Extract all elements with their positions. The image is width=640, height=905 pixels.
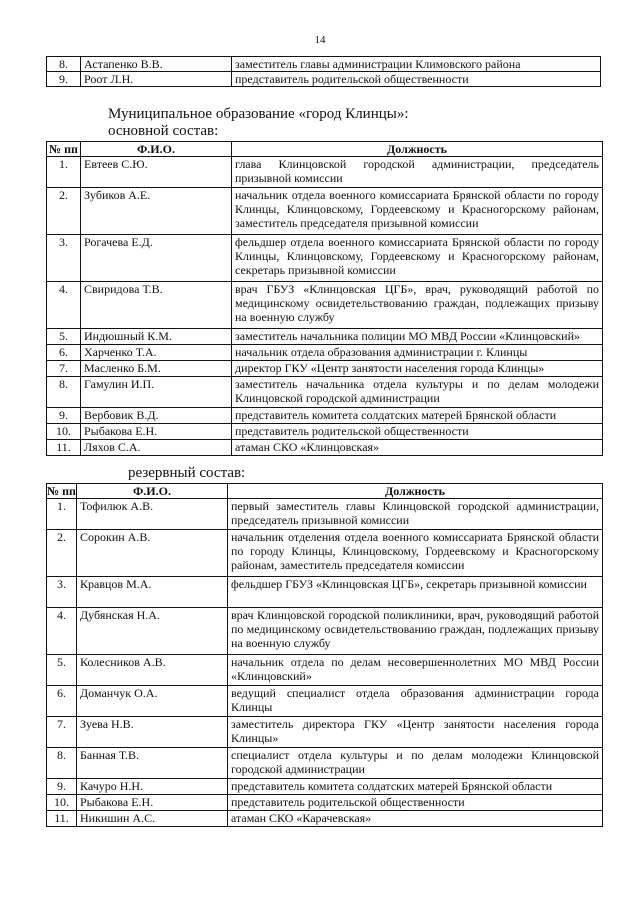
table-row: [47, 811, 603, 827]
member-position: представитель родительской общественности: [228, 795, 603, 811]
member-name: Качурo Н.Н.: [77, 779, 228, 795]
main-composition-table: [46, 141, 603, 456]
member-position: начальник отделения отдела военного комиссариата Брянской области по городу Клинцы, Клинцовскому, Гордеевскому и Красногорскому районам, заместитель председателя комиссии: [228, 530, 603, 577]
member-position: начальник отдела военного комиссариата Брянской области по городу Клинцы, Клинцовскому, Гордеевскому и Красногорскому районам, заместитель председателя призывной комиссии: [232, 188, 603, 235]
member-position: представитель комитета солдатских матерей Брянской области: [232, 408, 603, 424]
table-row: [47, 424, 603, 440]
member-name: Дубянская Н.А.: [77, 608, 228, 655]
table-row: [47, 235, 603, 282]
header-name: Ф.И.О.: [77, 484, 228, 499]
table-row: [47, 408, 603, 424]
table-row: [47, 440, 603, 456]
table-row: [47, 608, 603, 655]
member-name: Сорокин А.В.: [77, 530, 228, 577]
member-name: Роот Л.Н.: [81, 72, 232, 87]
reserve-composition-label: резервный состав:: [128, 465, 246, 481]
member-position: представитель родительской общественности: [232, 72, 601, 87]
table-row: [47, 157, 603, 188]
row-number: 3.: [47, 235, 81, 282]
member-name: Вербовик В.Д.: [81, 408, 232, 424]
member-name: Кравцов М.А.: [77, 577, 228, 608]
row-number: 6.: [47, 345, 81, 361]
row-number: 7.: [47, 361, 81, 377]
row-number: 5.: [47, 329, 81, 345]
member-position: представитель комитета солдатских матерей Брянской области: [228, 779, 603, 795]
table-row: [47, 748, 603, 779]
row-number: 5.: [47, 655, 77, 686]
member-position: атаман СКО «Карачевская»: [228, 811, 603, 827]
member-name: Ляхов С.А.: [81, 440, 232, 456]
header-position: Должность: [228, 484, 603, 499]
table-row: [47, 779, 603, 795]
row-number: 3.: [47, 577, 77, 608]
member-name: Зуева Н.В.: [77, 717, 228, 748]
member-position: глава Клинцовской городской администрации, председатель призывной комиссии: [232, 157, 603, 188]
member-position: заместитель начальника отдела культуры и по делам молодежи Клинцовской городской администрации: [232, 377, 603, 408]
table-row: [47, 72, 601, 87]
table-row: [47, 377, 603, 408]
row-number: 7.: [47, 717, 77, 748]
member-position: заместитель начальника полиции МО МВД России «Клинцовский»: [232, 329, 603, 345]
header-name: Ф.И.О.: [81, 142, 232, 157]
page-number: 14: [314, 34, 326, 46]
table-row: [47, 188, 603, 235]
row-number: 11.: [47, 440, 81, 456]
member-name: Зубиков А.Е.: [81, 188, 232, 235]
member-name: Гамулин И.П.: [81, 377, 232, 408]
member-name: Астапенко В.В.: [81, 57, 232, 72]
table-row: [47, 57, 601, 72]
member-name: Рыбакова Е.Н.: [81, 424, 232, 440]
row-number: 9.: [47, 408, 81, 424]
member-position: фельдшер отдела военного комиссариата Брянской области по городу Клинцы, Клинцовскому, Гордеевскому и Красногорскому районам, секретарь призывной комиссии: [232, 235, 603, 282]
table-row: [47, 577, 603, 608]
table-row: [47, 499, 603, 530]
table-row: [47, 655, 603, 686]
member-name: Индюшный К.М.: [81, 329, 232, 345]
row-number: 9.: [47, 779, 77, 795]
member-position: директор ГКУ «Центр занятости населения города Клинцы»: [232, 361, 603, 377]
table-row: [47, 361, 603, 377]
table-row: [47, 717, 603, 748]
row-number: 10.: [47, 795, 77, 811]
member-position: специалист отдела культуры и по делам молодежи Клинцовской городской администрации: [228, 748, 603, 779]
row-number: 4.: [47, 608, 77, 655]
row-number: 2.: [47, 530, 77, 577]
main-composition-label: основной состав:: [108, 123, 219, 139]
member-position: врач Клинцовской городской поликлиники, врач, руководящий работой по медицинскому освидетельствованию граждан, подлежащих призыву на военную службу: [228, 608, 603, 655]
member-name: Банная Т.В.: [77, 748, 228, 779]
top-members-table: [46, 56, 601, 87]
reserve-composition-table-body: [47, 499, 603, 827]
table-row: [47, 795, 603, 811]
header-num: № пп: [47, 142, 81, 157]
row-number: 6.: [47, 686, 77, 717]
row-number: 8.: [47, 748, 77, 779]
member-position: врач ГБУЗ «Клинцовская ЦГБ», врач, руководящий работой по медицинскому освидетельствованию граждан, подлежащих призыву на военную службу: [232, 282, 603, 329]
table-row: [47, 345, 603, 361]
table-row: [47, 686, 603, 717]
member-position: заместитель главы администрации Климовского района: [232, 57, 601, 72]
top-members-table-body: [47, 57, 601, 87]
member-name: Рыбакова Е.Н.: [77, 795, 228, 811]
row-number: 4.: [47, 282, 81, 329]
member-position: представитель родительской общественности: [232, 424, 603, 440]
table-row: [47, 329, 603, 345]
member-name: Колесников А.В.: [77, 655, 228, 686]
member-name: Доманчук О.А.: [77, 686, 228, 717]
member-position: атаман СКО «Клинцовская»: [232, 440, 603, 456]
row-number: 9.: [47, 72, 81, 87]
member-name: Масленко Б.М.: [81, 361, 232, 377]
row-number: 1.: [47, 499, 77, 530]
main-composition-table-body: [47, 157, 603, 456]
member-position: первый заместитель главы Клинцовской городской администрации, председатель призывной комиссии: [228, 499, 603, 530]
table-row: [47, 530, 603, 577]
member-name: Никишин А.С.: [77, 811, 228, 827]
member-name: Евтеев С.Ю.: [81, 157, 232, 188]
row-number: 8.: [47, 377, 81, 408]
member-name: Рогачева Е.Д.: [81, 235, 232, 282]
reserve-composition-table: [46, 483, 603, 827]
member-name: Тофилюк А.В.: [77, 499, 228, 530]
header-num: № пп: [47, 484, 76, 498]
member-name: Харченко Т.А.: [81, 345, 232, 361]
header-position: Должность: [232, 142, 603, 157]
member-position: начальник отдела образования администрации г. Клинцы: [232, 345, 603, 361]
row-number: 1.: [47, 157, 81, 188]
table-header-row: [47, 142, 603, 157]
member-position: ведущий специалист отдела образования администрации города Клинцы: [228, 686, 603, 717]
table-row: [47, 282, 603, 329]
row-number: 8.: [47, 57, 81, 72]
row-number: 10.: [47, 424, 81, 440]
table-header-row: [47, 484, 603, 499]
municipality-title: Муниципальное образование «город Клинцы»:: [108, 106, 409, 122]
row-number: 2.: [47, 188, 81, 235]
member-position: начальник отдела по делам несовершеннолетних МО МВД России «Клинцовский»: [228, 655, 603, 686]
member-position: фельдшер ГБУЗ «Клинцовская ЦГБ», секретарь призывной комиссии: [228, 577, 603, 608]
member-name: Свиридова Т.В.: [81, 282, 232, 329]
member-position: заместитель директора ГКУ «Центр занятости населения города Клинцы»: [228, 717, 603, 748]
row-number: 11.: [47, 811, 77, 827]
